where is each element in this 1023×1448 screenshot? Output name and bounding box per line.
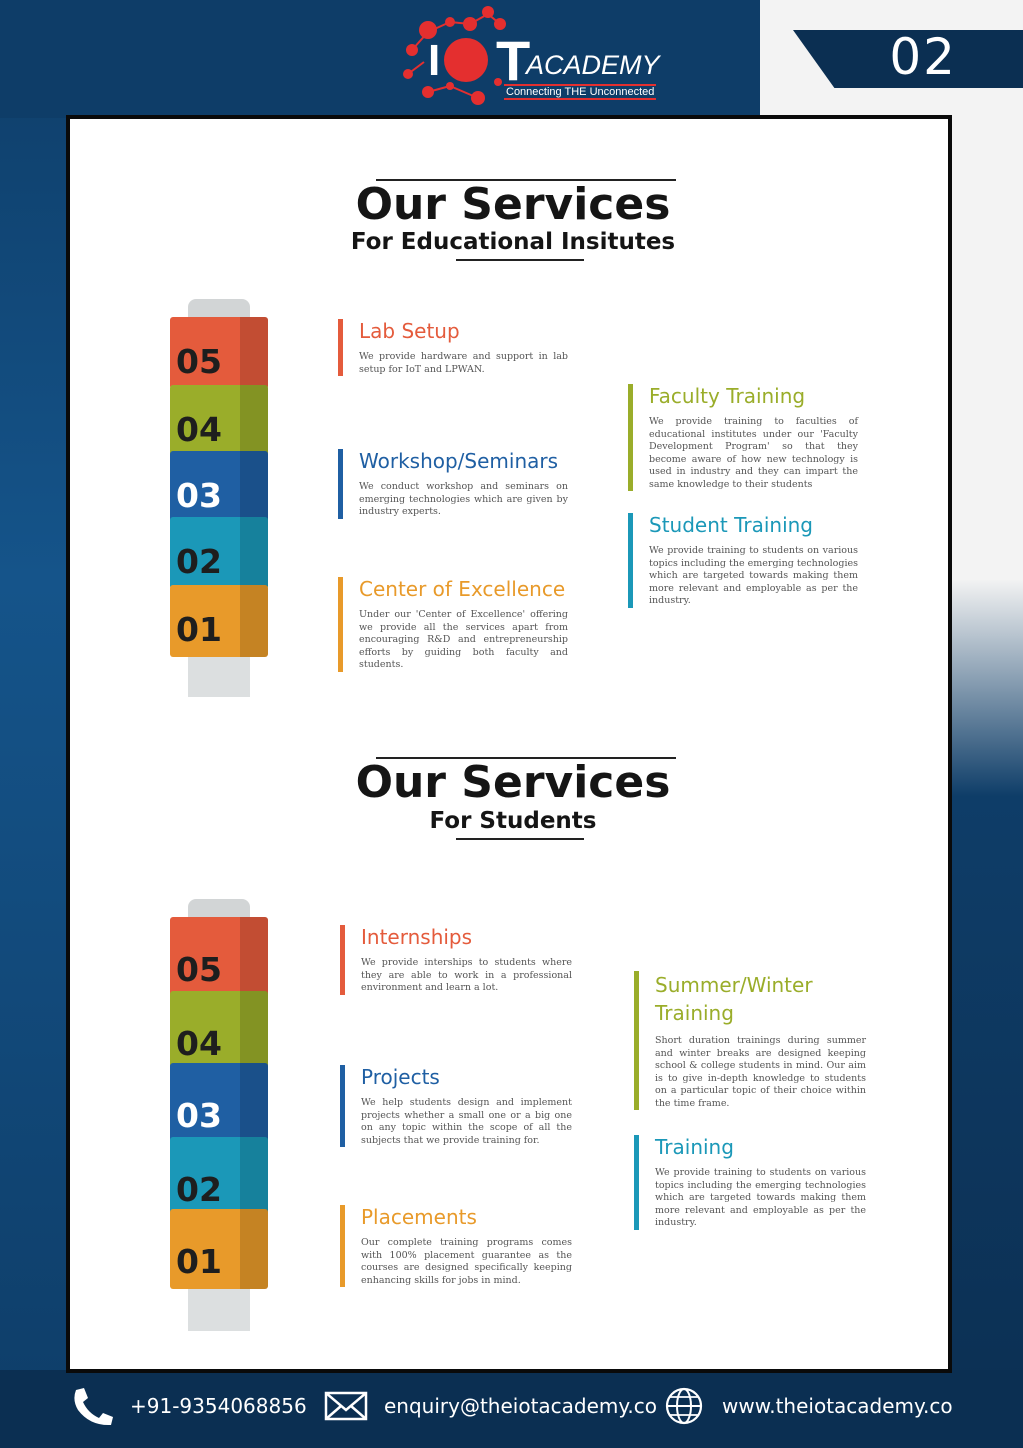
service-desc: We provide hardware and support in lab setup for IoT and LPWAN. bbox=[359, 351, 568, 375]
section-title: Our Services bbox=[355, 179, 671, 230]
service-title: Center of Excellence bbox=[359, 577, 566, 601]
service-title: Projects bbox=[361, 1065, 440, 1089]
footer-phone[interactable] bbox=[70, 1386, 307, 1426]
phone-number: +91-9354068856 bbox=[130, 1394, 307, 1418]
section-title: Our Services bbox=[355, 757, 671, 808]
service-title: Summer/Winter Training bbox=[655, 973, 813, 1025]
network-dots-icon bbox=[398, 2, 508, 112]
background-left-band bbox=[0, 0, 70, 1448]
logo-letter-i: I bbox=[428, 36, 441, 85]
content-panel bbox=[66, 115, 952, 1373]
service-title: Training bbox=[655, 1135, 734, 1159]
stack-block bbox=[170, 317, 268, 389]
section-subtitle: For Students bbox=[429, 808, 597, 834]
service-faculty-training bbox=[628, 384, 858, 491]
stack-number: 02 bbox=[176, 542, 222, 581]
stack-block bbox=[170, 451, 268, 523]
email-address: enquiry@theiotacademy.co bbox=[384, 1394, 657, 1418]
service-desc: We provide interships to students where they are able to work in a professional environment and learn a lot. bbox=[361, 957, 572, 993]
footer-email[interactable] bbox=[324, 1386, 657, 1426]
service-workshop-seminars bbox=[338, 449, 568, 519]
service-desc: Our complete training programs comes with 100% placement guarantee as the courses are designed specifically keeping enhancing skills for jobs in mind. bbox=[361, 1237, 572, 1286]
service-title: Internships bbox=[361, 925, 473, 949]
stack-block bbox=[170, 585, 268, 657]
envelope-icon bbox=[324, 1386, 368, 1426]
service-desc: We provide training to faculties of educational institutes under our 'Faculty Development Program' so that they become aware of how new technology is used in industry and they can impart the same knowledge to their students bbox=[649, 416, 858, 490]
service-internships bbox=[340, 925, 572, 995]
service-title: Faculty Training bbox=[649, 384, 806, 408]
stack-block bbox=[170, 1209, 268, 1289]
stack-block bbox=[170, 917, 268, 997]
service-projects bbox=[340, 1065, 572, 1147]
service-summer-winter-training bbox=[634, 971, 866, 1110]
logo-word: ACADEMY bbox=[526, 50, 660, 80]
stack-number: 05 bbox=[176, 950, 222, 989]
stack-block bbox=[170, 385, 268, 457]
phone-icon bbox=[70, 1386, 114, 1426]
service-title: Lab Setup bbox=[359, 319, 460, 343]
service-desc: We help students design and implement projects whether a small one or a big one on any topic within the scope of all the subjects that we provide training for. bbox=[361, 1097, 572, 1146]
stack-number: 01 bbox=[176, 1242, 222, 1281]
service-title: Workshop/Seminars bbox=[359, 449, 559, 473]
service-student-training bbox=[628, 513, 858, 608]
stack-block bbox=[170, 1063, 268, 1143]
website-url: www.theiotacademy.co bbox=[722, 1394, 953, 1418]
page-number: 02 bbox=[889, 28, 957, 86]
service-lab-setup bbox=[338, 319, 568, 376]
section-rule-bottom bbox=[456, 838, 584, 840]
service-desc: We provide training to students on various topics including the emerging technologies which are targeted towards making them more relevant and employable as per the industry. bbox=[649, 545, 858, 606]
service-center-of-excellence bbox=[338, 577, 568, 672]
service-training bbox=[634, 1135, 866, 1230]
footer-website[interactable] bbox=[662, 1386, 953, 1426]
stack-number: 03 bbox=[176, 1096, 222, 1135]
stack-number: 04 bbox=[176, 410, 222, 449]
background-right-band bbox=[948, 0, 1023, 1448]
logo-letter-t: T bbox=[496, 29, 531, 92]
service-desc: We conduct workshop and seminars on emerging technologies which are given by industry experts. bbox=[359, 481, 568, 517]
logo-tagline: Connecting THE Unconnected bbox=[506, 86, 655, 98]
service-placements bbox=[340, 1205, 572, 1287]
stack-number: 01 bbox=[176, 610, 222, 649]
service-desc: We provide training to students on various topics including the emerging technologies which are targeted towards making them more relevant and employable as per the industry. bbox=[655, 1167, 866, 1228]
stack-number: 02 bbox=[176, 1170, 222, 1209]
stack-block bbox=[170, 991, 268, 1071]
section-rule-bottom bbox=[456, 259, 584, 261]
stack-block bbox=[170, 1137, 268, 1217]
service-desc: Short duration trainings during summer and winter breaks are designed keeping school & college students in mind. Our aim is to give in-depth knowledge to students on a particular topic of their choice within the time frame. bbox=[655, 1035, 866, 1109]
iot-academy-logo bbox=[398, 2, 678, 112]
stack-block bbox=[170, 517, 268, 589]
section-subtitle: For Educational Insitutes bbox=[350, 229, 676, 255]
service-desc: Under our 'Center of Excellence' offering we provide all the services apart from encouraging R&D and entrepreneurship efforts by guiding both faculty and students. bbox=[359, 609, 568, 670]
globe-icon bbox=[662, 1386, 706, 1426]
service-title: Placements bbox=[361, 1205, 477, 1229]
stack-number: 03 bbox=[176, 476, 222, 515]
stack-number: 05 bbox=[176, 342, 222, 381]
service-title: Student Training bbox=[649, 513, 814, 537]
stack-number: 04 bbox=[176, 1024, 222, 1063]
